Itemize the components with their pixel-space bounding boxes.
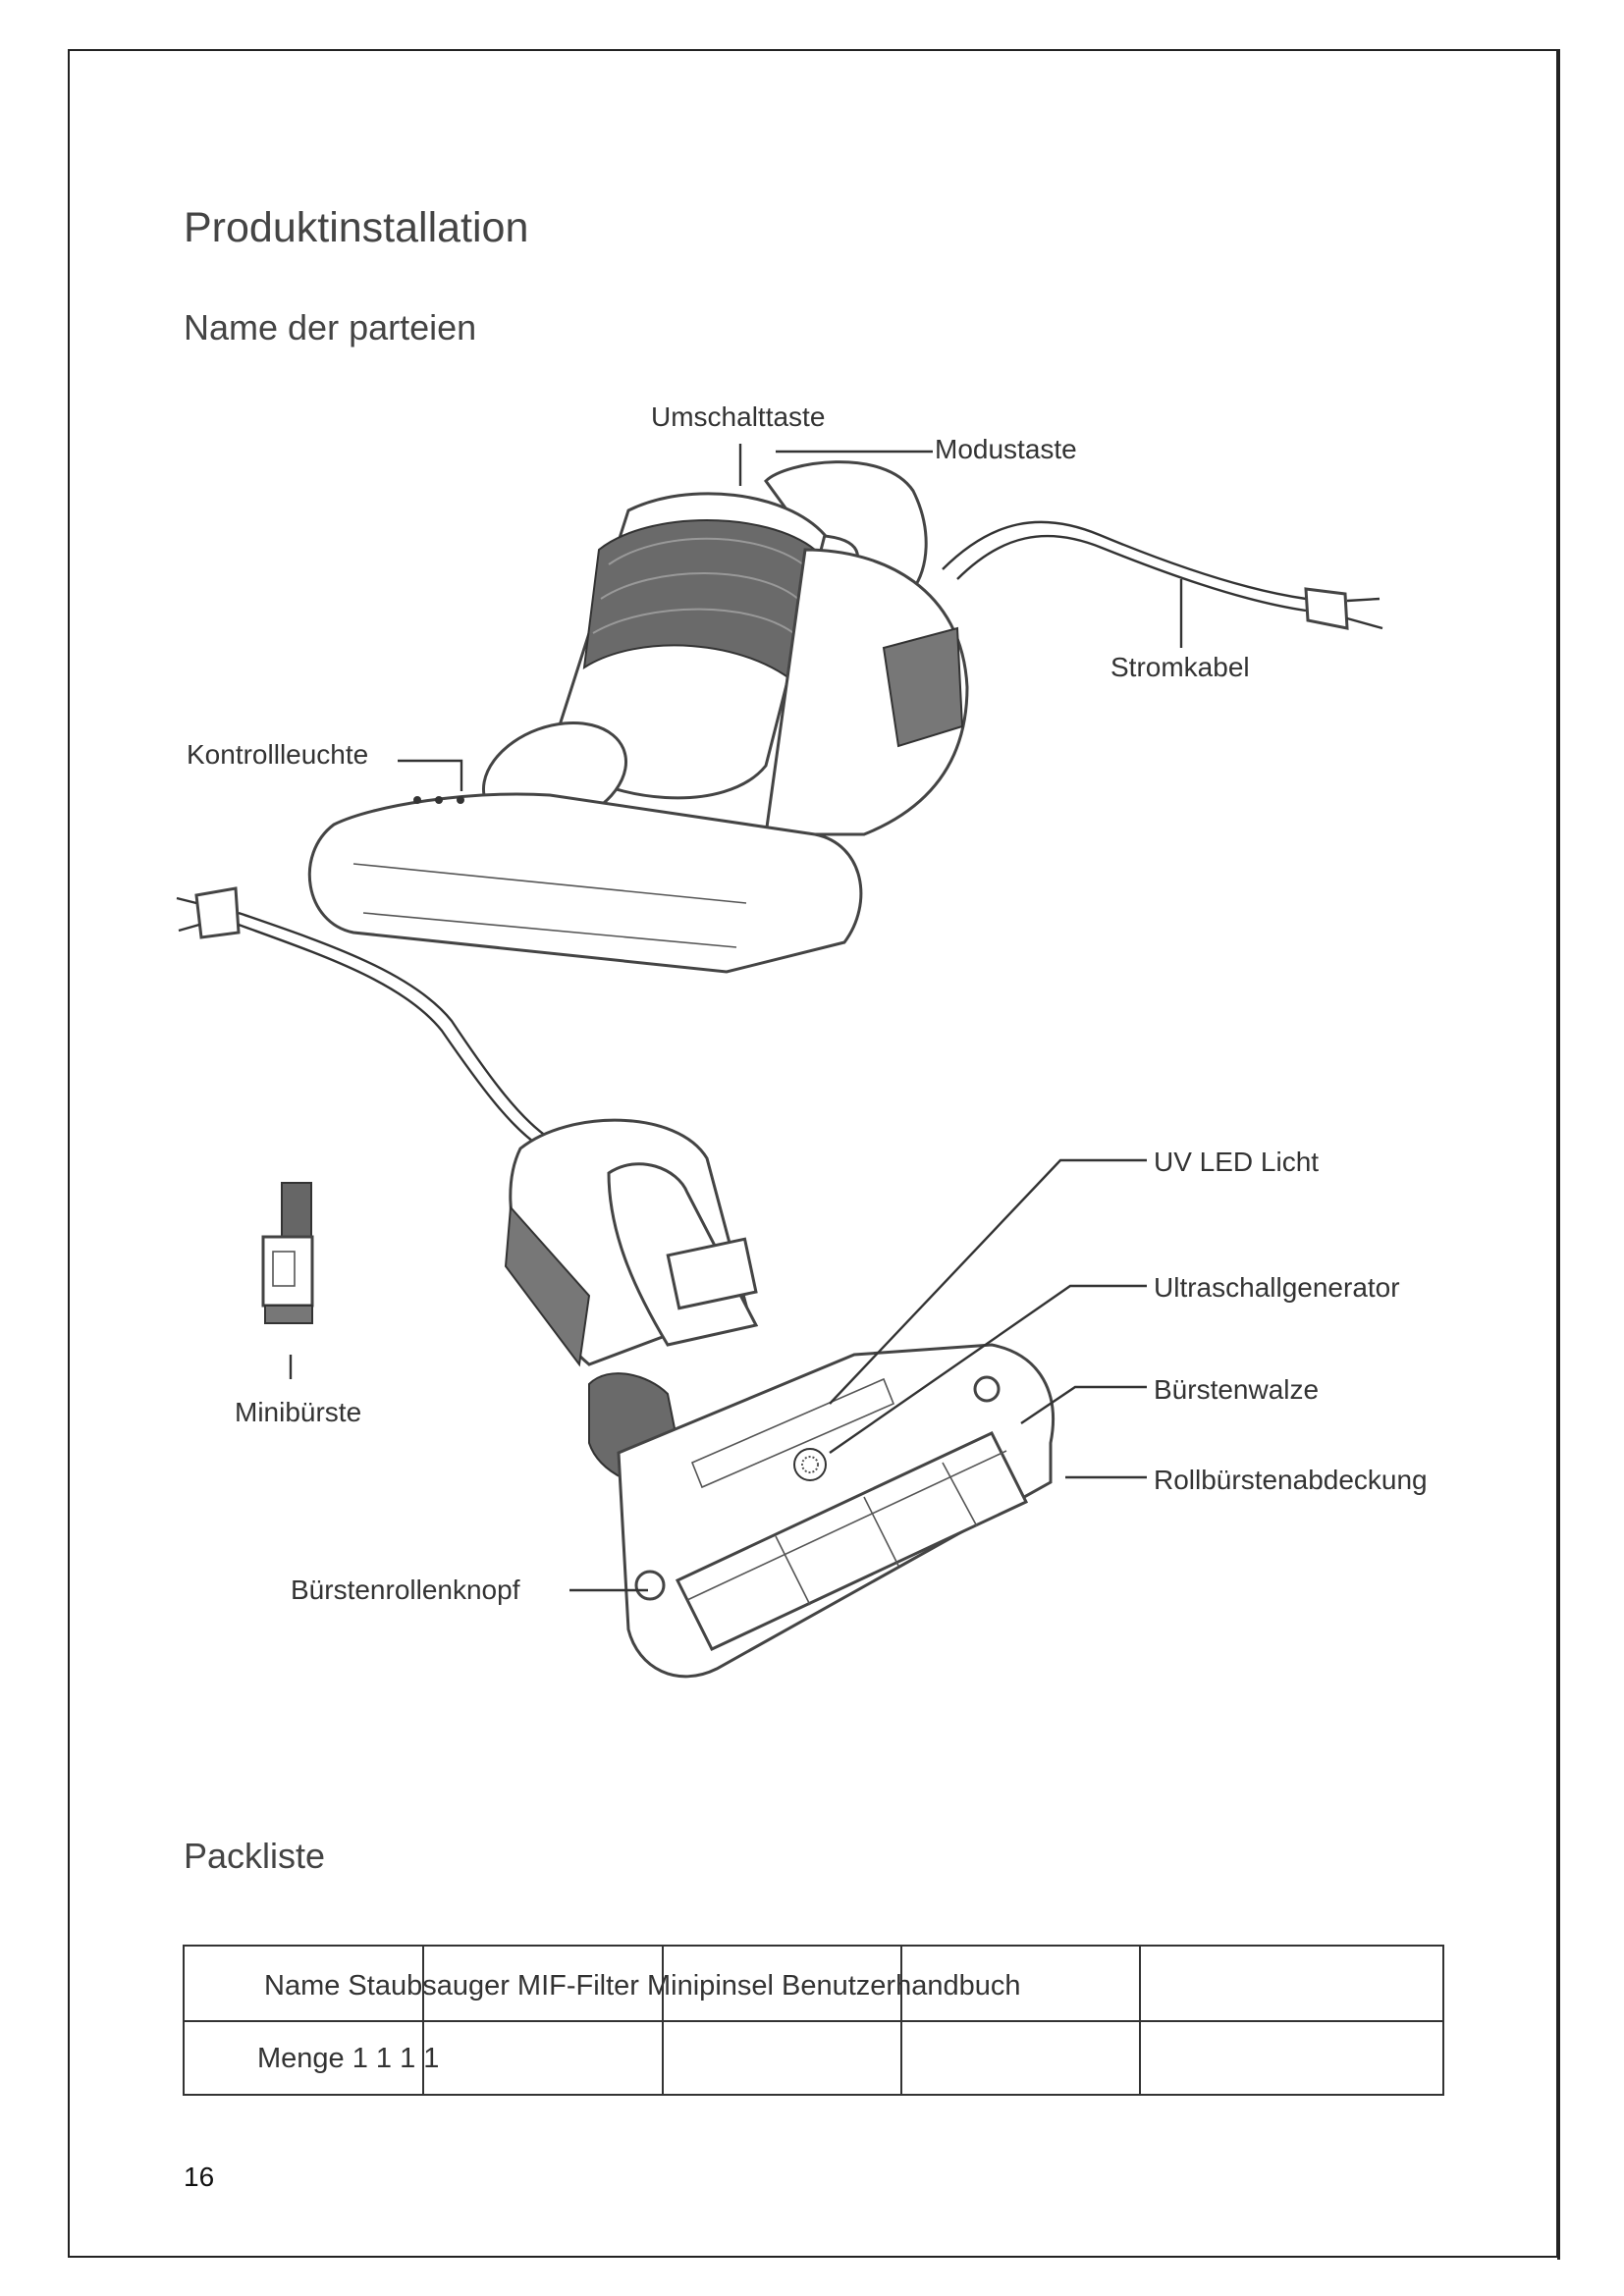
packliste-row-name: Name Staubsauger MIF-Filter Minipinsel Benutzerhandbuch — [264, 1970, 1021, 2002]
section-heading-parts: Name der parteien — [184, 307, 477, 347]
label-modustaste: Modustaste — [935, 434, 1077, 464]
label-kontrollleuchte: Kontrollleuchte — [187, 739, 369, 770]
page-number: 16 — [184, 2162, 215, 2192]
label-minibuerste: Minibürste — [235, 1397, 362, 1427]
section-heading-packliste: Packliste — [184, 1836, 326, 1876]
label-ultraschallgenerator: Ultraschallgenerator — [1154, 1272, 1400, 1303]
page-title: Produktinstallation — [184, 204, 529, 251]
label-buerstenwalze: Bürstenwalze — [1154, 1374, 1320, 1405]
label-umschalttaste: Umschalttaste — [651, 401, 826, 432]
label-uv-led-licht: UV LED Licht — [1154, 1147, 1320, 1177]
packliste-row-menge: Menge 1 1 1 1 — [257, 2043, 440, 2074]
label-stromkabel: Stromkabel — [1110, 652, 1250, 682]
label-buerstenrollenknopf: Bürstenrollenknopf — [291, 1575, 520, 1605]
label-rollbuerstenabdeckung: Rollbürstenabdeckung — [1154, 1465, 1428, 1495]
